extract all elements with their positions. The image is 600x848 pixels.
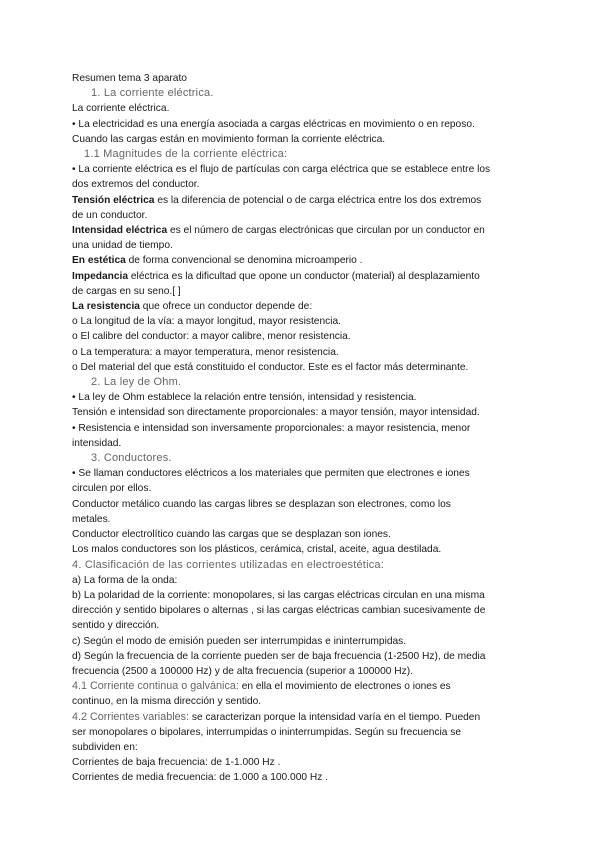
line-text: Corrientes de baja frecuencia: de 1-1.000 Hz . (72, 757, 281, 769)
text-line (72, 421, 532, 436)
line-text: frecuencia (2500 a 100000 Hz) y de alta frecuencia (superior a 100000 Hz). (72, 665, 413, 677)
line-text: de cargas en su seno.[ ] (72, 285, 181, 297)
text-line (72, 177, 532, 192)
bold-term: Intensidad eléctrica (72, 225, 168, 237)
text-line (72, 497, 532, 512)
line-text: sentido y dirección. (72, 620, 160, 632)
line-text: Los malos conductores son los plásticos, cerámica, cristal, aceite, agua destilada. (72, 544, 442, 556)
text-line (72, 649, 532, 664)
section-heading: 3. Conductores. (91, 452, 172, 465)
line-text: intensidad. (72, 437, 122, 449)
line-text: • La corriente eléctrica es el flujo de partículas con carga eléctrica que se establece entre los (72, 164, 491, 176)
text-line (72, 101, 532, 116)
line-text: • La electricidad es una energía asociada a cargas eléctricas en movimiento o en reposo. (72, 118, 475, 130)
text-line (72, 329, 532, 344)
text-line (72, 770, 532, 785)
line-text: Cuando las cargas están en movimiento forman la corriente eléctrica. (72, 133, 386, 145)
line-text: d) Según la frecuencia de la corriente pueden ser de baja frecuencia (1-2500 Hz), de media (72, 650, 486, 662)
text-line (72, 740, 532, 755)
text-line (72, 314, 532, 329)
text-line (72, 588, 532, 603)
text-line (72, 223, 532, 238)
line-text: continuo, en la misma dirección y sentido. (72, 696, 262, 708)
line-text: metales. (72, 513, 111, 525)
document-title: Resumen tema 3 aparato (72, 73, 187, 84)
text-line (72, 542, 532, 557)
text-line (72, 269, 532, 284)
section-heading: 1. La corriente eléctrica. (91, 87, 214, 100)
bold-term: La resistencia (72, 301, 140, 313)
line-text: ser monopolares o bipolares, interrumpidas o ininterrumpidas. Según su frecuencia se (72, 726, 462, 738)
text-line (72, 603, 532, 618)
line-text: • Se llaman conductores eléctricos a los materiales que permiten que electrones e iones (72, 468, 470, 480)
line-text: a) La forma de la onda: (72, 574, 178, 586)
text-line (72, 725, 532, 740)
bold-term: Tensión eléctrica (72, 194, 155, 206)
line-text: Tensión e intensidad son directamente proporcionales: a mayor tensión, mayor intensidad. (72, 407, 480, 419)
text-line (72, 253, 532, 268)
text-line (72, 512, 532, 527)
line-text: subdividen en: (72, 741, 138, 753)
subsection-term: 4.1 Corriente continua o galvánica: (72, 680, 239, 693)
line-text: de forma convencional se denomina microamperio . (125, 255, 363, 267)
text-line (72, 299, 532, 314)
line-text: circulen por ellos. (72, 483, 152, 495)
text-line (72, 694, 532, 709)
line-text: o Del material del que está constituido el conductor. Este es el factor más determinante. (72, 361, 469, 373)
text-line (72, 360, 532, 375)
text-line (72, 618, 532, 633)
line-text: o La longitud de la vía: a mayor longitud, mayor resistencia. (72, 316, 341, 328)
line-text: La corriente eléctrica. (72, 103, 170, 115)
document-body (72, 71, 532, 786)
line-text: Conductor electrolítico cuando las cargas que se desplazan son iones. (72, 529, 391, 541)
bold-term: En estética (72, 255, 126, 267)
line-text: • La ley de Ohm establece la relación entre tensión, intensidad y resistencia. (72, 392, 417, 404)
text-line (72, 755, 532, 770)
text-line (72, 405, 532, 420)
line-text: es la diferencia de potencial o de carga eléctrica entre los dos extremos (154, 194, 482, 206)
line-text: una unidad de tiempo. (72, 240, 173, 252)
text-line (72, 679, 532, 694)
text-line (72, 436, 532, 451)
text-line (72, 527, 532, 542)
text-line (72, 193, 532, 208)
line-text: de un conductor. (72, 209, 148, 221)
line-text: en ella el movimiento de electrones o iones es (238, 681, 451, 693)
text-line (72, 573, 532, 588)
text-line (72, 284, 532, 299)
bold-term: Impedancia (72, 270, 129, 282)
line-text: • Resistencia e intensidad son inversamente proporcionales: a mayor resistencia, menor (72, 422, 471, 434)
line-text: o El calibre del conductor: a mayor calibre, menor resistencia. (72, 331, 351, 343)
text-line (72, 466, 532, 481)
section-heading: 1.1 Magnitudes de la corriente eléctrica: (84, 148, 288, 161)
line-text: es el número de cargas electrónicas que circulan por un conductor en (167, 225, 485, 237)
line-text: se caracterizan porque la intensidad varía en el tiempo. Pueden (189, 711, 481, 723)
text-line (72, 162, 532, 177)
line-text: dirección y sentido bipolares o alternas , si las cargas eléctricas cambian sucesivamente de (72, 605, 486, 617)
line-text: Conductor metálico cuando las cargas libres se desplazan son electrones, como los (72, 498, 451, 510)
text-line (72, 238, 532, 253)
text-line (72, 117, 532, 132)
line-text: que ofrece un conductor depende de: (139, 301, 313, 313)
subsection-term: 4.2 Corrientes variables: (72, 710, 190, 723)
text-line (72, 390, 532, 405)
line-text: eléctrica es la dificultad que opone un conductor (material) al desplazamiento (128, 270, 480, 282)
line-text: c) Según el modo de emisión pueden ser interrumpidas e ininterrumpidas. (72, 635, 407, 647)
text-line (72, 710, 532, 725)
section-heading: 4. Clasificación de las corrientes utilizadas en electroestética: (72, 558, 384, 571)
text-line (72, 664, 532, 679)
section-heading: 2. La ley de Ohm. (91, 376, 182, 389)
line-text: b) La polaridad de la corriente: monopolares, si las cargas eléctricas circulan en una misma (72, 589, 485, 601)
line-text: Corrientes de media frecuencia: de 1.000 a 100.000 Hz . (72, 772, 328, 784)
text-line (72, 634, 532, 649)
line-text: dos extremos del conductor. (72, 179, 200, 191)
text-line (72, 345, 532, 360)
text-line (72, 208, 532, 223)
text-line (72, 132, 532, 147)
line-text: o La temperatura: a mayor temperatura, menor resistencia. (72, 346, 339, 358)
text-line (72, 481, 532, 496)
